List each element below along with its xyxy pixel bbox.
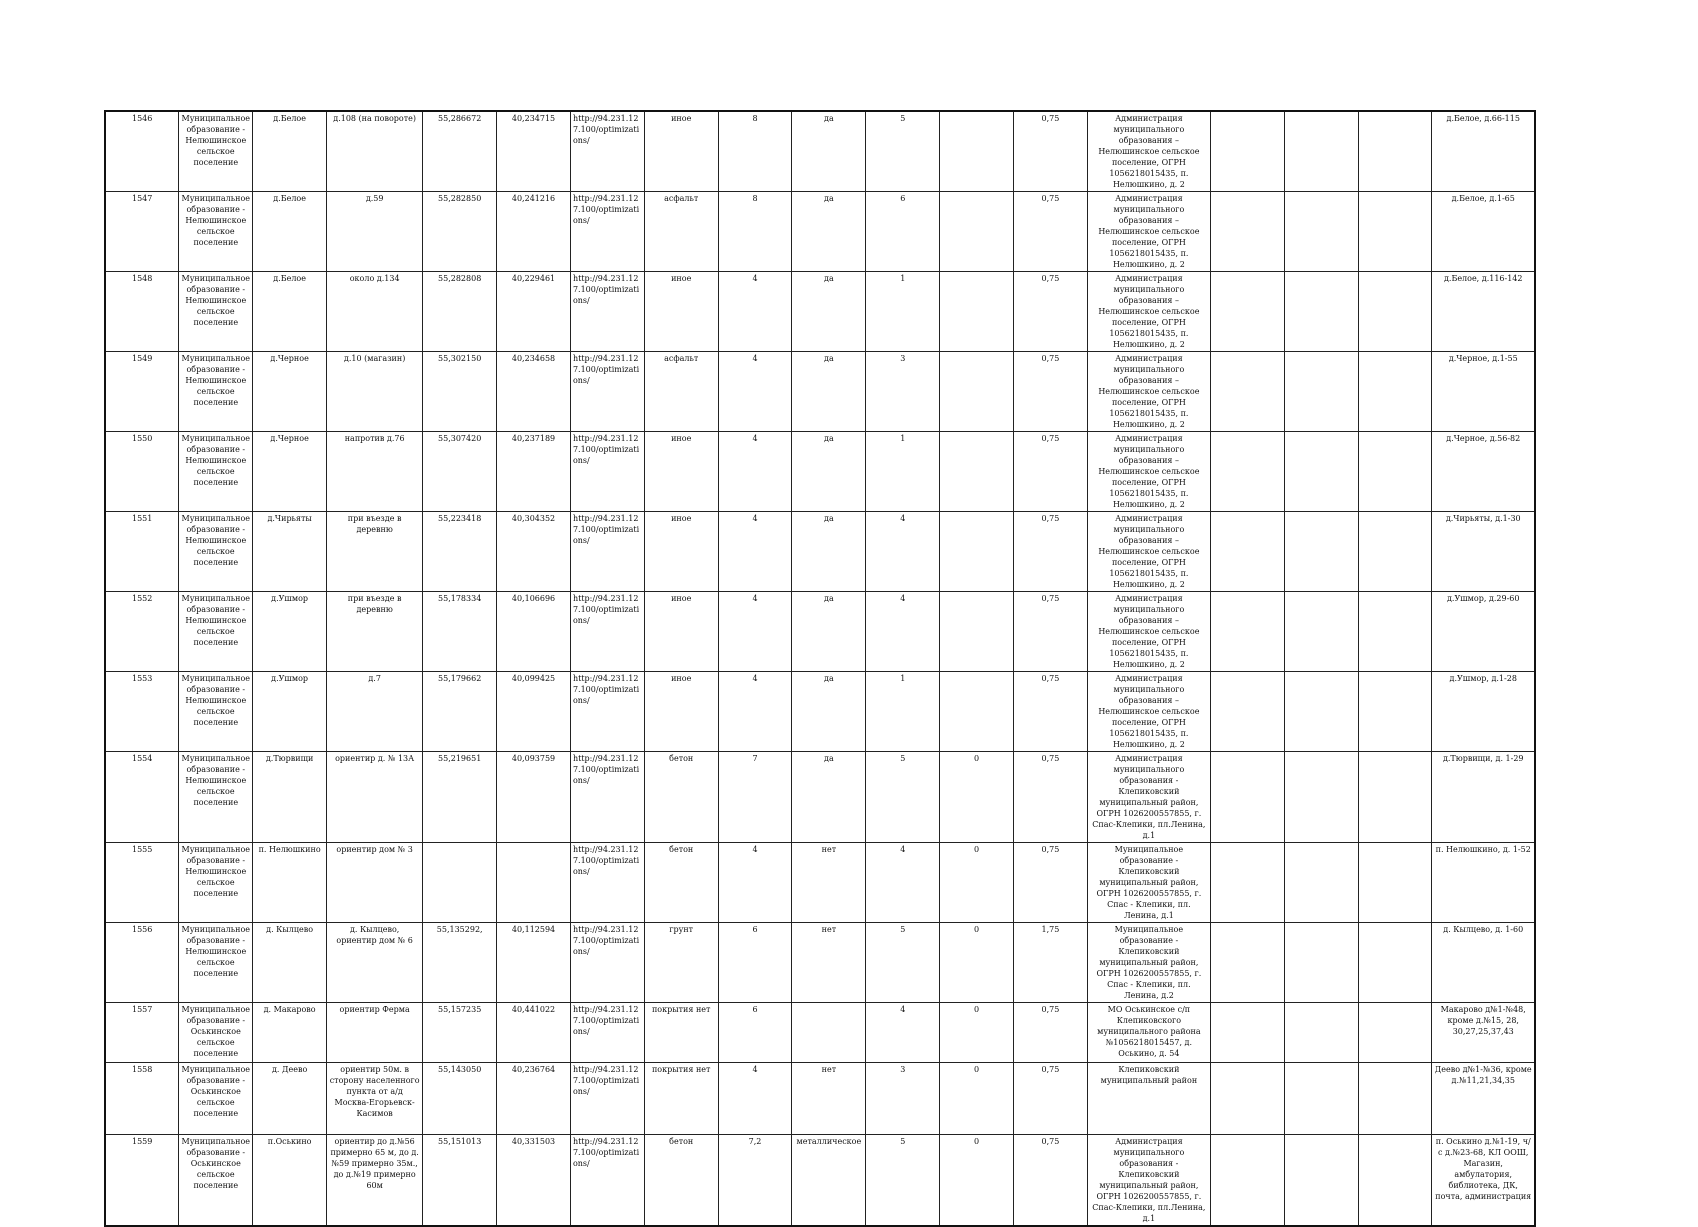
settlement-cell: п. Нелюшкино [253, 843, 327, 923]
address-cell: д.108 (на повороте) [327, 111, 423, 192]
registry-sheet [104, 110, 1536, 1227]
table-row [105, 1003, 1535, 1063]
municipality-cell: Муниципальное образование - Оськинское сельское поселение [179, 1135, 253, 1227]
latitude-cell: 55,282850 [423, 192, 497, 272]
fence-cell: да [792, 752, 866, 843]
longitude-cell: 40,331503 [497, 1135, 571, 1227]
fence-cell: да [792, 352, 866, 432]
owner-cell: Муниципальное образование - Клепиковский муниципальный район, ОГРН 1026200557855, г. Спас - Клепики, пл. Ленина, д.1 [1087, 843, 1210, 923]
planned-containers-cell: 0 [940, 752, 1014, 843]
volume-cell: 0,75 [1014, 352, 1088, 432]
table-row [105, 843, 1535, 923]
row-number: 1554 [105, 752, 179, 843]
served-objects-cell: д.Белое, д.1-65 [1432, 192, 1535, 272]
row-number: 1550 [105, 432, 179, 512]
latitude-cell: 55,135292, [423, 923, 497, 1003]
empty-cell [1358, 592, 1432, 672]
empty-cell [1284, 432, 1358, 512]
municipality-cell: Муниципальное образование - Нелюшинское сельское поселение [179, 672, 253, 752]
settlement-cell: д.Ушмор [253, 592, 327, 672]
table-row [105, 592, 1535, 672]
latitude-cell: 55,307420 [423, 432, 497, 512]
volume-cell: 0,75 [1014, 111, 1088, 192]
address-cell: д.10 (магазин) [327, 352, 423, 432]
row-number: 1559 [105, 1135, 179, 1227]
table-row [105, 752, 1535, 843]
empty-cell [1358, 1135, 1432, 1227]
served-objects-cell: д.Ушмор, д.29-60 [1432, 592, 1535, 672]
fence-cell: да [792, 512, 866, 592]
address-cell: ориентир до д.№56 примерно 65 м, до д.№59 примерно 35м., до д.№19 примерно 60м [327, 1135, 423, 1227]
map-link-cell: http://94.231.127.100/optimizations/ [570, 512, 644, 592]
empty-cell [1358, 752, 1432, 843]
municipality-cell: Муниципальное образование - Нелюшинское сельское поселение [179, 272, 253, 352]
row-number: 1556 [105, 923, 179, 1003]
empty-cell [1358, 923, 1432, 1003]
address-cell: при въезде в деревню [327, 512, 423, 592]
planned-containers-cell: 0 [940, 1135, 1014, 1227]
empty-cell [1284, 1063, 1358, 1135]
settlement-cell: д. Кылцево [253, 923, 327, 1003]
planned-containers-cell: 0 [940, 1003, 1014, 1063]
empty-cell [1284, 672, 1358, 752]
empty-cell [1210, 432, 1284, 512]
settlement-cell: д. Деево [253, 1063, 327, 1135]
fence-cell: да [792, 111, 866, 192]
latitude-cell: 55,179662 [423, 672, 497, 752]
address-cell: при въезде в деревню [327, 592, 423, 672]
empty-cell [1358, 1063, 1432, 1135]
settlement-cell: д.Черное [253, 432, 327, 512]
address-cell: ориентир Ферма [327, 1003, 423, 1063]
served-objects-cell: д.Тюрвищи, д. 1-29 [1432, 752, 1535, 843]
volume-cell: 0,75 [1014, 672, 1088, 752]
municipality-cell: Муниципальное образование - Нелюшинское сельское поселение [179, 592, 253, 672]
owner-cell: Администрация муниципального образования - Клепиковский муниципальный район, ОГРН 1026200557855, г. Спас-Клепики, пл.Ленина, д.1 [1087, 1135, 1210, 1227]
volume-cell: 0,75 [1014, 752, 1088, 843]
owner-cell: Администрация муниципального образования – Нелюшинское сельское поселение, ОГРН 1056218015435, п. Нелюшкино, д. 2 [1087, 432, 1210, 512]
surface-cell: бетон [644, 752, 718, 843]
longitude-cell: 40,234715 [497, 111, 571, 192]
fence-cell [792, 1003, 866, 1063]
longitude-cell: 40,441022 [497, 1003, 571, 1063]
volume-cell: 0,75 [1014, 432, 1088, 512]
latitude-cell: 55,286672 [423, 111, 497, 192]
planned-containers-cell [940, 432, 1014, 512]
served-objects-cell: д.Белое, д.66-115 [1432, 111, 1535, 192]
row-number: 1548 [105, 272, 179, 352]
row-number: 1552 [105, 592, 179, 672]
planned-containers-cell: 0 [940, 843, 1014, 923]
owner-cell: Администрация муниципального образования – Нелюшинское сельское поселение, ОГРН 1056218015435, п. Нелюшкино, д. 2 [1087, 512, 1210, 592]
table-row [105, 923, 1535, 1003]
area-cell: 4 [718, 352, 792, 432]
surface-cell: иное [644, 672, 718, 752]
surface-cell: бетон [644, 1135, 718, 1227]
served-objects-cell: д. Кылцево, д. 1-60 [1432, 923, 1535, 1003]
table-row [105, 111, 1535, 192]
address-cell: ориентир дом № 3 [327, 843, 423, 923]
containers-count-cell: 3 [866, 1063, 940, 1135]
containers-count-cell: 4 [866, 512, 940, 592]
surface-cell: покрытия нет [644, 1063, 718, 1135]
settlement-cell: п.Оськино [253, 1135, 327, 1227]
area-cell: 7,2 [718, 1135, 792, 1227]
latitude-cell: 55,302150 [423, 352, 497, 432]
settlement-cell: д.Тюрвищи [253, 752, 327, 843]
volume-cell: 0,75 [1014, 592, 1088, 672]
served-objects-cell: Макарово д№1-№48, кроме д.№15, 28, 30,27,25,37,43 [1432, 1003, 1535, 1063]
latitude-cell: 55,143050 [423, 1063, 497, 1135]
table-body [105, 111, 1535, 1226]
address-cell: д. Кылцево, ориентир дом № 6 [327, 923, 423, 1003]
empty-cell [1284, 352, 1358, 432]
map-link-cell: http://94.231.127.100/optimizations/ [570, 272, 644, 352]
containers-count-cell: 4 [866, 843, 940, 923]
settlement-cell: д.Белое [253, 111, 327, 192]
empty-cell [1210, 512, 1284, 592]
empty-cell [1284, 192, 1358, 272]
volume-cell: 0,75 [1014, 192, 1088, 272]
served-objects-cell: д.Белое, д.116-142 [1432, 272, 1535, 352]
table-row [105, 192, 1535, 272]
containers-count-cell: 3 [866, 352, 940, 432]
latitude-cell: 55,151013 [423, 1135, 497, 1227]
empty-cell [1358, 512, 1432, 592]
longitude-cell [497, 843, 571, 923]
containers-count-cell: 4 [866, 592, 940, 672]
owner-cell: Муниципальное образование - Клепиковский муниципальный район, ОГРН 1026200557855, г. Спас - Клепики, пл. Ленина, д.2 [1087, 923, 1210, 1003]
volume-cell: 0,75 [1014, 1003, 1088, 1063]
longitude-cell: 40,093759 [497, 752, 571, 843]
municipality-cell: Муниципальное образование - Нелюшинское сельское поселение [179, 512, 253, 592]
map-link-cell: http://94.231.127.100/optimizations/ [570, 111, 644, 192]
fence-cell: да [792, 432, 866, 512]
containers-count-cell: 5 [866, 1135, 940, 1227]
empty-cell [1210, 923, 1284, 1003]
owner-cell: Администрация муниципального образования – Нелюшинское сельское поселение, ОГРН 1056218015435, п. Нелюшкино, д. 2 [1087, 592, 1210, 672]
fence-cell: нет [792, 1063, 866, 1135]
table-row [105, 272, 1535, 352]
empty-cell [1284, 1135, 1358, 1227]
longitude-cell: 40,236764 [497, 1063, 571, 1135]
served-objects-cell: д.Черное, д.1-55 [1432, 352, 1535, 432]
empty-cell [1210, 352, 1284, 432]
planned-containers-cell [940, 272, 1014, 352]
area-cell: 4 [718, 592, 792, 672]
row-number: 1549 [105, 352, 179, 432]
empty-cell [1358, 111, 1432, 192]
volume-cell: 0,75 [1014, 1063, 1088, 1135]
empty-cell [1358, 192, 1432, 272]
map-link-cell: http://94.231.127.100/optimizations/ [570, 592, 644, 672]
area-cell: 4 [718, 672, 792, 752]
containers-count-cell: 5 [866, 923, 940, 1003]
municipality-cell: Муниципальное образование - Нелюшинское сельское поселение [179, 843, 253, 923]
surface-cell: иное [644, 592, 718, 672]
area-cell: 7 [718, 752, 792, 843]
container-sites-table [104, 110, 1536, 1227]
map-link-cell: http://94.231.127.100/optimizations/ [570, 192, 644, 272]
empty-cell [1284, 843, 1358, 923]
fence-cell: да [792, 192, 866, 272]
volume-cell: 0,75 [1014, 272, 1088, 352]
surface-cell: иное [644, 432, 718, 512]
settlement-cell: д.Белое [253, 192, 327, 272]
municipality-cell: Муниципальное образование - Нелюшинское сельское поселение [179, 432, 253, 512]
empty-cell [1284, 592, 1358, 672]
table-row [105, 352, 1535, 432]
settlement-cell: д. Макарово [253, 1003, 327, 1063]
empty-cell [1210, 1063, 1284, 1135]
settlement-cell: д.Черное [253, 352, 327, 432]
empty-cell [1358, 672, 1432, 752]
area-cell: 4 [718, 1063, 792, 1135]
served-objects-cell: п. Оськино д.№1-19, ч/с д.№23-68, КЛ ООШ, Магазин, амбулатория, библиотека, ДК, почта, администрация [1432, 1135, 1535, 1227]
municipality-cell: Муниципальное образование - Оськинское сельское поселение [179, 1003, 253, 1063]
empty-cell [1210, 192, 1284, 272]
owner-cell: МО Оськинское с/п Клепиковского муниципального района №1056218015457, д. Оськино, д. 54 [1087, 1003, 1210, 1063]
surface-cell: иное [644, 512, 718, 592]
containers-count-cell: 5 [866, 752, 940, 843]
planned-containers-cell [940, 512, 1014, 592]
planned-containers-cell [940, 352, 1014, 432]
settlement-cell: д.Чирьяты [253, 512, 327, 592]
area-cell: 4 [718, 843, 792, 923]
empty-cell [1210, 111, 1284, 192]
containers-count-cell: 4 [866, 1003, 940, 1063]
table-row [105, 1135, 1535, 1227]
owner-cell: Администрация муниципального образования – Нелюшинское сельское поселение, ОГРН 1056218015435, п. Нелюшкино, д. 2 [1087, 272, 1210, 352]
map-link-cell: http://94.231.127.100/optimizations/ [570, 752, 644, 843]
surface-cell: покрытия нет [644, 1003, 718, 1063]
row-number: 1547 [105, 192, 179, 272]
longitude-cell: 40,229461 [497, 272, 571, 352]
empty-cell [1210, 1003, 1284, 1063]
latitude-cell [423, 843, 497, 923]
served-objects-cell: Деево д№1-№36, кроме д.№11,21,34,35 [1432, 1063, 1535, 1135]
planned-containers-cell: 0 [940, 923, 1014, 1003]
empty-cell [1358, 432, 1432, 512]
area-cell: 4 [718, 272, 792, 352]
row-number: 1551 [105, 512, 179, 592]
longitude-cell: 40,237189 [497, 432, 571, 512]
settlement-cell: д.Ушмор [253, 672, 327, 752]
served-objects-cell: д.Ушмор, д.1-28 [1432, 672, 1535, 752]
empty-cell [1358, 843, 1432, 923]
owner-cell: Администрация муниципального образования – Нелюшинское сельское поселение, ОГРН 1056218015435, п. Нелюшкино, д. 2 [1087, 192, 1210, 272]
surface-cell: асфальт [644, 192, 718, 272]
latitude-cell: 55,178334 [423, 592, 497, 672]
fence-cell: да [792, 272, 866, 352]
area-cell: 8 [718, 111, 792, 192]
empty-cell [1210, 1135, 1284, 1227]
municipality-cell: Муниципальное образование - Оськинское сельское поселение [179, 1063, 253, 1135]
empty-cell [1210, 672, 1284, 752]
latitude-cell: 55,219651 [423, 752, 497, 843]
address-cell: напротив д.76 [327, 432, 423, 512]
empty-cell [1210, 592, 1284, 672]
row-number: 1555 [105, 843, 179, 923]
planned-containers-cell [940, 111, 1014, 192]
served-objects-cell: п. Нелюшкино, д. 1-52 [1432, 843, 1535, 923]
served-objects-cell: д.Чирьяты, д.1-30 [1432, 512, 1535, 592]
longitude-cell: 40,234658 [497, 352, 571, 432]
empty-cell [1358, 1003, 1432, 1063]
containers-count-cell: 1 [866, 272, 940, 352]
fence-cell: да [792, 672, 866, 752]
row-number: 1546 [105, 111, 179, 192]
map-link-cell: http://94.231.127.100/optimizations/ [570, 672, 644, 752]
longitude-cell: 40,106696 [497, 592, 571, 672]
address-cell: около д.134 [327, 272, 423, 352]
longitude-cell: 40,099425 [497, 672, 571, 752]
municipality-cell: Муниципальное образование - Нелюшинское сельское поселение [179, 352, 253, 432]
map-link-cell: http://94.231.127.100/optimizations/ [570, 432, 644, 512]
empty-cell [1284, 752, 1358, 843]
volume-cell: 0,75 [1014, 1135, 1088, 1227]
served-objects-cell: д.Черное, д.56-82 [1432, 432, 1535, 512]
address-cell: д.7 [327, 672, 423, 752]
empty-cell [1210, 272, 1284, 352]
municipality-cell: Муниципальное образование - Нелюшинское сельское поселение [179, 111, 253, 192]
empty-cell [1210, 752, 1284, 843]
map-link-cell: http://94.231.127.100/optimizations/ [570, 843, 644, 923]
table-row [105, 512, 1535, 592]
empty-cell [1210, 843, 1284, 923]
empty-cell [1284, 512, 1358, 592]
volume-cell: 1,75 [1014, 923, 1088, 1003]
area-cell: 8 [718, 192, 792, 272]
owner-cell: Администрация муниципального образования – Нелюшинское сельское поселение, ОГРН 1056218015435, п. Нелюшкино, д. 2 [1087, 352, 1210, 432]
planned-containers-cell [940, 592, 1014, 672]
latitude-cell: 55,157235 [423, 1003, 497, 1063]
latitude-cell: 55,223418 [423, 512, 497, 592]
table-row [105, 1063, 1535, 1135]
map-link-cell: http://94.231.127.100/optimizations/ [570, 1135, 644, 1227]
empty-cell [1284, 1003, 1358, 1063]
address-cell: ориентир д. № 13А [327, 752, 423, 843]
empty-cell [1358, 272, 1432, 352]
longitude-cell: 40,304352 [497, 512, 571, 592]
latitude-cell: 55,282808 [423, 272, 497, 352]
planned-containers-cell [940, 192, 1014, 272]
owner-cell: Администрация муниципального образования – Нелюшинское сельское поселение, ОГРН 1056218015435, п. Нелюшкино, д. 2 [1087, 672, 1210, 752]
containers-count-cell: 1 [866, 432, 940, 512]
map-link-cell: http://94.231.127.100/optimizations/ [570, 923, 644, 1003]
surface-cell: грунт [644, 923, 718, 1003]
empty-cell [1284, 111, 1358, 192]
containers-count-cell: 5 [866, 111, 940, 192]
longitude-cell: 40,112594 [497, 923, 571, 1003]
table-row [105, 432, 1535, 512]
surface-cell: асфальт [644, 352, 718, 432]
map-link-cell: http://94.231.127.100/optimizations/ [570, 1003, 644, 1063]
area-cell: 4 [718, 512, 792, 592]
surface-cell: иное [644, 272, 718, 352]
municipality-cell: Муниципальное образование - Нелюшинское сельское поселение [179, 923, 253, 1003]
volume-cell: 0,75 [1014, 512, 1088, 592]
row-number: 1558 [105, 1063, 179, 1135]
owner-cell: Администрация муниципального образования - Клепиковский муниципальный район, ОГРН 1026200557855, г. Спас-Клепики, пл.Ленина, д.1 [1087, 752, 1210, 843]
fence-cell: нет [792, 843, 866, 923]
address-cell: д.59 [327, 192, 423, 272]
fence-cell: металлическое [792, 1135, 866, 1227]
owner-cell: Клепиковский муниципальный район [1087, 1063, 1210, 1135]
table-row [105, 672, 1535, 752]
area-cell: 4 [718, 432, 792, 512]
containers-count-cell: 1 [866, 672, 940, 752]
row-number: 1557 [105, 1003, 179, 1063]
surface-cell: иное [644, 111, 718, 192]
municipality-cell: Муниципальное образование - Нелюшинское сельское поселение [179, 192, 253, 272]
planned-containers-cell [940, 672, 1014, 752]
map-link-cell: http://94.231.127.100/optimizations/ [570, 1063, 644, 1135]
area-cell: 6 [718, 923, 792, 1003]
owner-cell: Администрация муниципального образования – Нелюшинское сельское поселение, ОГРН 1056218015435, п. Нелюшкино, д. 2 [1087, 111, 1210, 192]
fence-cell: нет [792, 923, 866, 1003]
municipality-cell: Муниципальное образование - Нелюшинское сельское поселение [179, 752, 253, 843]
volume-cell: 0,75 [1014, 843, 1088, 923]
address-cell: ориентир 50м. в сторону населенного пункта от а/д Москва-Егорьевск-Касимов [327, 1063, 423, 1135]
settlement-cell: д.Белое [253, 272, 327, 352]
empty-cell [1358, 352, 1432, 432]
empty-cell [1284, 272, 1358, 352]
fence-cell: да [792, 592, 866, 672]
containers-count-cell: 6 [866, 192, 940, 272]
planned-containers-cell: 0 [940, 1063, 1014, 1135]
row-number: 1553 [105, 672, 179, 752]
empty-cell [1284, 923, 1358, 1003]
surface-cell: бетон [644, 843, 718, 923]
map-link-cell: http://94.231.127.100/optimizations/ [570, 352, 644, 432]
area-cell: 6 [718, 1003, 792, 1063]
longitude-cell: 40,241216 [497, 192, 571, 272]
